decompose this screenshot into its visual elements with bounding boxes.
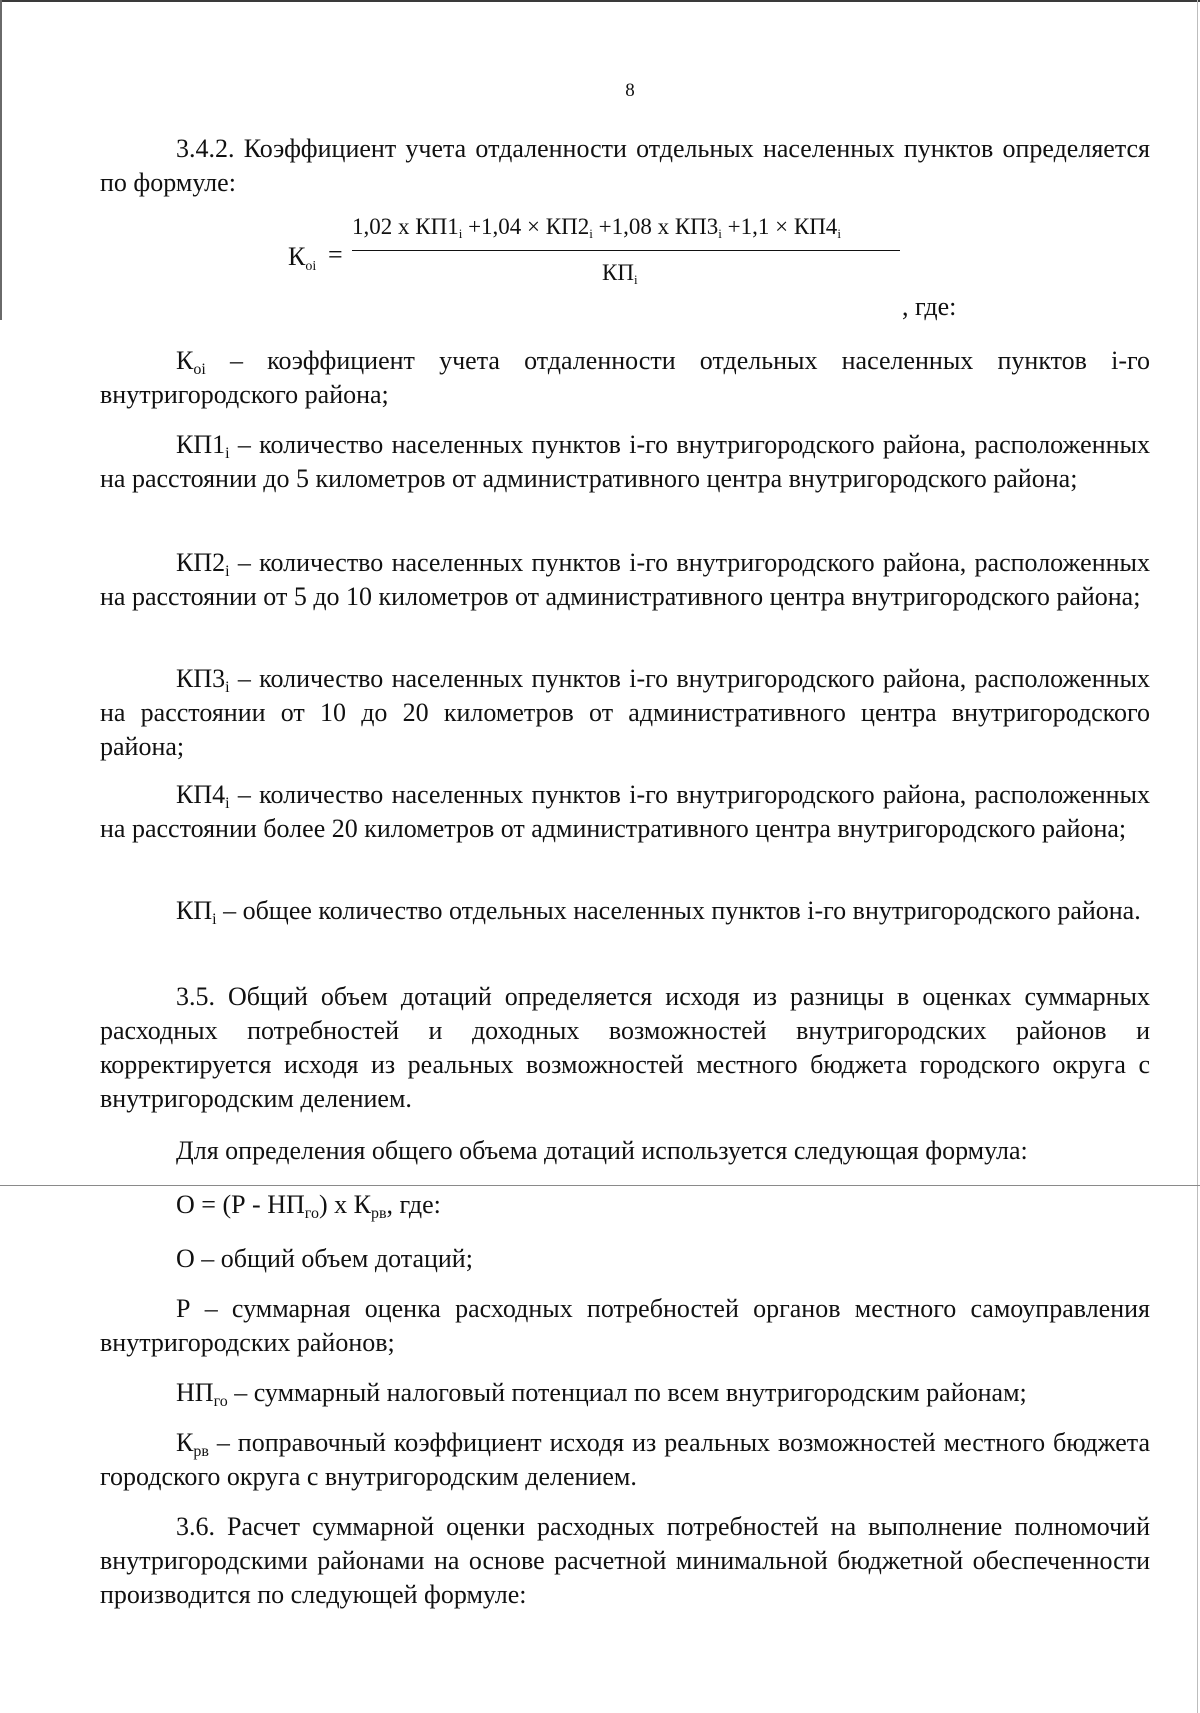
definition-o: О – общий объем дотаций;: [176, 1244, 473, 1273]
formula-o: $О = (Р - НП_{го})$ x $К_{рв}$, где:: [176, 1190, 441, 1222]
definition-krv: $К_{рв}$ – поправочный коэффициент исходя из реальных возможностей местного бюджета городского округа с внутригородским делением.: [100, 1428, 1150, 1491]
page-number: 8: [625, 80, 635, 101]
formula-koi: [0, 206, 1200, 290]
definition-kp1: $КП1_i$ – количество населенных пунктов i-го внутригородского района, расположенных на расстоянии до 5 километров от административного центра внутригородского района;: [100, 430, 1150, 493]
definition-kp4: $КП4_i$ – количество населенных пунктов i-го внутригородского района, расположенных на расстоянии более 20 километров от административного центра внутригородского района;: [100, 780, 1150, 843]
definition-kp3: $КП3_i$ – количество населенных пунктов i-го внутригородского района, расположенных на расстоянии от 10 до 20 километров от административного центра внутригородского района;: [100, 664, 1150, 761]
definition-kp2: $КП2_i$ – количество населенных пунктов i-го внутригородского района, расположенных на расстоянии от 5 до 10 километров от административного центра внутригородского района;: [100, 548, 1150, 611]
paragraph-3-5: 3.5. Общий объем дотаций определяется исходя из разницы в оценках суммарных расходных потребностей и доходных возможностей внутригородских районов и корректируется исходя из реальных возможностей местного бюджета городского округа с внутригородским делением.: [100, 982, 1150, 1113]
formula-koi-equals: =: [328, 240, 343, 269]
formula-koi-where: , где:: [902, 292, 957, 321]
scan-edge-top: [0, 0, 1200, 2]
paragraph-3-6: 3.6. Расчет суммарной оценки расходных потребностей на выполнение полномочий внутригородскими районами на основе расчетной минимальной бюджетной обеспеченности производится по следующей формуле:: [100, 1512, 1150, 1609]
formula-koi-numerator: 1,02 x $КП1_i +1,04 \times КП2_i +1,08$ x $КП3_i +1,1 \times КП4_i$: [352, 214, 841, 241]
formula-koi-denominator: $КП_i$: [602, 260, 638, 287]
definition-p: Р – суммарная оценка расходных потребностей органов местного самоуправления внутригородских районов;: [100, 1294, 1150, 1357]
definition-kp: $КП_i$ – общее количество отдельных населенных пунктов i-го внутригородского района.: [176, 896, 1141, 928]
scan-artifact-line: [0, 1185, 1200, 1186]
paragraph-3-5-formula-intro: Для определения общего объема дотаций используется следующая формула:: [176, 1136, 1028, 1165]
definition-np: $НП_{го}$ – суммарный налоговый потенциал по всем внутригородским районам;: [176, 1378, 1027, 1410]
formula-koi-fraction-bar: [352, 250, 900, 251]
paragraph-3-4-2: 3.4.2. Коэффициент учета отдаленности отдельных населенных пунктов определяется по формуле:: [100, 134, 1150, 197]
definition-koi: $К_{oi}$ – коэффициент учета отдаленности отдельных населенных пунктов i-го внутригородского района;: [100, 346, 1150, 409]
formula-koi-lhs: $К_{oi}$: [288, 242, 317, 274]
